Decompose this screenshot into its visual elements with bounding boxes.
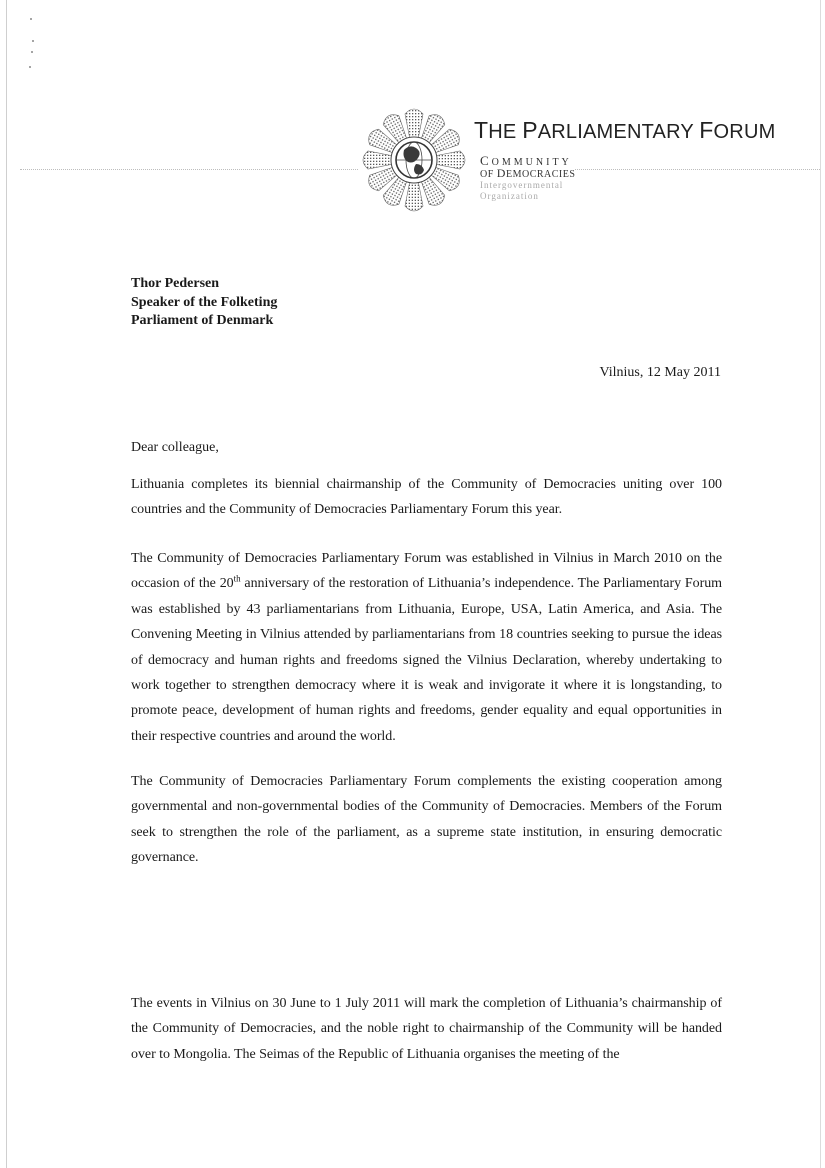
recipient-title: Speaker of the Folketing: [131, 294, 278, 310]
scan-dotted-line-left: [20, 169, 358, 170]
paragraph-4: The events in Vilnius on 30 June to 1 July 2011 will mark the completion of Lithuania’s chairmanship of the Community of Democracies, and the noble right to chairmanship of the Community will be handed over to Mongolia. The Seimas of the Republic of Lithuania organises the meeting of the: [131, 996, 722, 1062]
salutation: Dear colleague,: [131, 440, 219, 455]
place-date: Vilnius, 12 May 2011: [599, 365, 721, 380]
paragraph-3: The Community of Democracies Parliamentary Forum complements the existing cooperation among governmental and non-governmental bodies of the Community of Democracies. Members of the Forum seek to strengthen the role of the parliament, as a supreme state institution, in ensuring democratic governance.: [131, 774, 722, 866]
paragraph-2: The Community of Democracies Parliamentary Forum was established in Vilnius in March 2010 on the occasion of the 20th anniversary of the restoration of Lithuania’s independence. The Parliamentary Forum was established by 43 parliamentarians from Lithuania, Europe, USA, Latin America, and Asia. The Convening Meeting in Vilnius attended by parliamentarians from 18 countries seeking to pursue the ideas of democracy and human rights and freedoms signed the Vilnius Declaration, whereby undertaking to work together to strengthen democracy where it is weak and invigorate it where it is longstanding, to promote peace, development of human rights and freedoms, gender equality and equal opportunities in their respective countries and around the world.: [131, 551, 722, 744]
recipient-institution: Parliament of Denmark: [131, 313, 274, 328]
democracies-line: OF DEMOCRACIES: [480, 166, 576, 180]
forum-name-heading: THE PARLIAMENTARY FORUM: [474, 117, 776, 143]
scan-right-border: [820, 0, 821, 1168]
paragraph-1: Lithuania completes its biennial chairmanship of the Community of Democracies uniting over 100 countries and the Community of Democracies Parliamentary Forum this year.: [131, 477, 722, 518]
intergovernmental-line: Intergovernmental: [480, 180, 564, 190]
scan-left-border: [6, 0, 7, 1168]
globe-emblem-icon: [358, 104, 470, 216]
organization-line: Organization: [480, 191, 539, 201]
recipient-block: [131, 275, 277, 331]
scan-specks: [28, 18, 38, 78]
recipient-name: Thor Pedersen: [131, 276, 220, 291]
scan-dotted-line-right: [575, 169, 820, 170]
community-line: COMMUNITY: [480, 153, 572, 168]
